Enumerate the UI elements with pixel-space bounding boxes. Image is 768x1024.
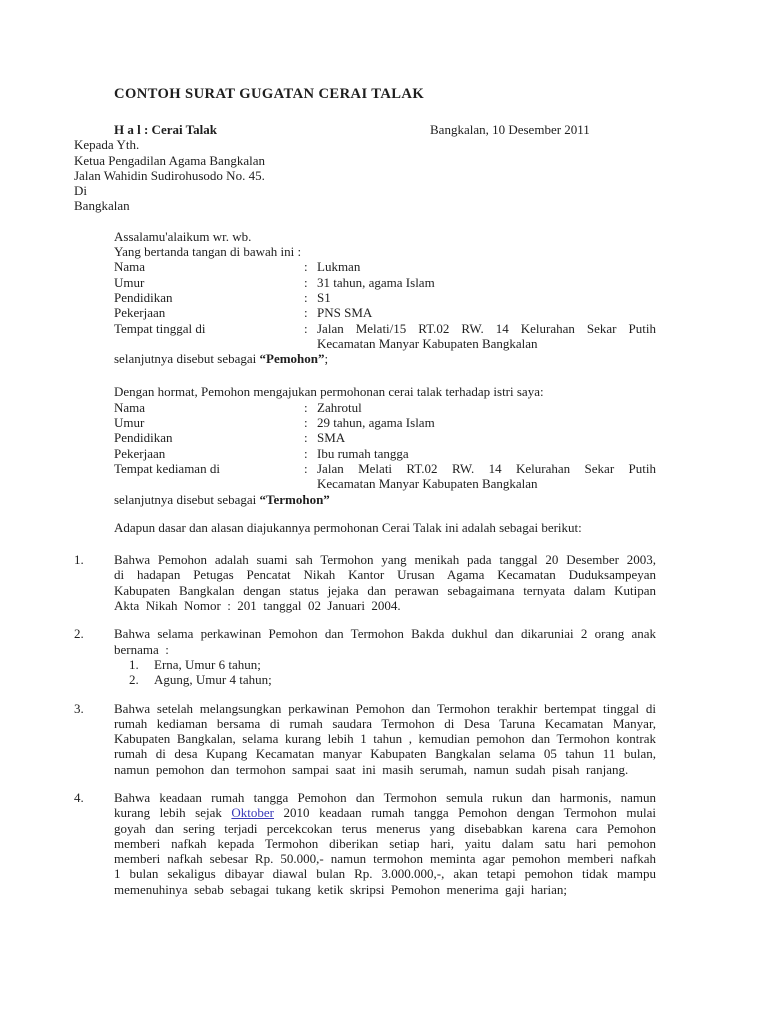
recipient-line: Bangkalan xyxy=(74,198,130,214)
recipient-line: Ketua Pengadilan Agama Bangkalan xyxy=(74,152,265,168)
list-item-text xyxy=(114,790,656,897)
info-row-label: Umur xyxy=(114,415,145,431)
list-item-text-post: 2010 keadaan rumah tangga Pemohon dengan Termohon mulai goyah dan sering terjadi percekcokan terus menerus yang disebabkan karena cara Pemohon memberi nafkah kepada Termohon diberikan setiap hari, yaitu dalam satu hari pemohon memberi nafkah sebesar Rp. 50.000,- namun termohon meminta agar pemohon memberi nafkah 1 bulan sekaligus dibayar diawal bulan Rp. 3.000.000,-, akan tetapi pemohon tidak mampu memenuhinya sebab sebagai tukang ketik skripsi Pemohon menerima gaji harian; xyxy=(114,805,656,897)
info-row xyxy=(114,305,656,320)
list-item xyxy=(74,626,656,687)
info-row-label: Nama xyxy=(114,259,146,275)
info-row xyxy=(114,446,656,461)
info-row-colon: : xyxy=(304,320,308,336)
info-row xyxy=(114,290,656,305)
info-row-label: Tempat kediaman di xyxy=(114,460,220,476)
info-row xyxy=(114,430,656,445)
grounds-intro: Adapun dasar dan alasan diajukannya permohonan Cerai Talak ini adalah sebagai berikut: xyxy=(114,519,582,535)
info-row xyxy=(114,275,656,290)
child-list-item xyxy=(129,657,656,672)
info-row-value xyxy=(317,321,656,352)
info-row-label: Pekerjaan xyxy=(114,305,166,321)
recipient-block xyxy=(74,137,656,213)
info-row xyxy=(114,400,656,415)
list-item-number: 4. xyxy=(74,789,84,805)
info-row-label: Tempat tinggal di xyxy=(114,320,206,336)
oktober-link[interactable]: Oktober xyxy=(231,805,275,821)
info-row xyxy=(114,259,656,274)
list-item-body xyxy=(114,626,656,687)
grounds-list xyxy=(74,552,656,897)
info-row-label: Pekerjaan xyxy=(114,445,166,461)
recipient-line: Jalan Wahidin Sudirohusodo No. 45. xyxy=(74,167,265,183)
list-item-text: Bahwa setelah melangsungkan perkawinan Pemohon dan Termohon terakhir bertempat tinggal di rumah kediaman bersama di rumah saudara Termohon di Desa Taruna Kecamatan Manyar, Kabupaten Bangkalan, selama kurang lebih 1 tahun , kemudian pemohon dan Termohon kontrak rumah di desa Kupang Kecamatan manyar Kabupaten Bangkalan selama 05 tahun 11 bulan, namun pemohon dan termohon sampai saat ini masih serumah, namun sudah pisah ranjang. xyxy=(114,700,656,777)
info-row-colon: : xyxy=(304,289,308,305)
salutation: Assalamu'alaikum wr. wb. xyxy=(114,228,252,244)
child-item-number: 1. xyxy=(129,656,139,672)
list-item-text: Bahwa Pemohon adalah suami sah Termohon yang menikah pada tanggal 20 Desember 2003, di hadapan Petugas Pencatat Nikah Kantor Urusan Agama Kecamatan Duduksampeyan Kabupaten Bangkalan dengan status jejaka dan perawan sebagaimana ternyata dalam Kutipan Akta Nikah Nomor : 201 tanggal 02 Januari 2004. xyxy=(114,552,656,614)
info-row xyxy=(114,415,656,430)
address-line: Jalan Melati/15 RT.02 RW. 14 Kelurahan Sekar Putih xyxy=(317,320,656,336)
info-row-label: Pendidikan xyxy=(114,289,173,305)
list-item-text-pre: Bahwa keadaan rumah tangga Pemohon dan Termohon semula rukun dan harmonis, namun kurang lebih sejak xyxy=(114,789,656,821)
info-row-value: 31 tahun, agama Islam xyxy=(317,274,435,290)
info-row-value: Lukman xyxy=(317,259,361,275)
alias-prefix: selanjutnya disebut sebagai xyxy=(114,491,260,507)
info-row-colon: : xyxy=(304,305,308,321)
child-item-text: Agung, Umur 4 tahun; xyxy=(154,672,272,688)
alias-suffix: ; xyxy=(324,351,329,367)
respondent-info xyxy=(74,400,656,492)
info-row-colon: : xyxy=(304,430,308,446)
info-row-colon: : xyxy=(304,415,308,431)
recipient-line: Di xyxy=(74,183,87,199)
list-item-number: 3. xyxy=(74,700,84,716)
info-row xyxy=(114,321,656,352)
respondent-alias-line xyxy=(114,492,656,507)
child-item-text: Erna, Umur 6 tahun; xyxy=(154,656,261,672)
list-item xyxy=(74,552,656,613)
opening-line: Yang bertanda tangan di bawah ini : xyxy=(114,244,302,260)
list-item-number: 1. xyxy=(74,552,84,568)
info-row-colon: : xyxy=(304,445,308,461)
city-date: Bangkalan, 10 Desember 2011 xyxy=(430,122,590,137)
list-item-number: 2. xyxy=(74,626,84,642)
petitioner-alias-line xyxy=(114,351,656,366)
info-row-value: S1 xyxy=(317,289,331,305)
petitioner-alias: “Pemohon” xyxy=(259,351,325,367)
list-item xyxy=(74,701,656,777)
address-line: Kecamatan Manyar Kabupaten Bangkalan xyxy=(317,335,538,351)
info-row-value: Zahrotul xyxy=(317,399,362,415)
subject-row xyxy=(74,122,656,137)
children-list xyxy=(129,657,656,688)
respondent-intro: Dengan hormat, Pemohon mengajukan permohonan cerai talak terhadap istri saya: xyxy=(114,384,544,400)
list-item-text: Bahwa selama perkawinan Pemohon dan Termohon Bakda dukhul dan dikaruniai 2 orang anak bernama : xyxy=(114,626,656,657)
child-list-item xyxy=(129,672,656,687)
address-line: Kecamatan Manyar Kabupaten Bangkalan xyxy=(317,476,538,492)
recipient-line: Kepada Yth. xyxy=(74,137,140,153)
info-row-colon: : xyxy=(304,399,308,415)
info-row-label: Umur xyxy=(114,274,145,290)
info-row-colon: : xyxy=(304,460,308,476)
info-row-value: SMA xyxy=(317,430,346,446)
info-row-colon: : xyxy=(304,274,308,290)
info-row-value xyxy=(317,461,656,492)
list-item xyxy=(74,790,656,897)
info-row xyxy=(114,461,656,492)
letter-content xyxy=(74,85,656,897)
info-row-label: Nama xyxy=(114,399,146,415)
respondent-alias: “Termohon” xyxy=(259,491,330,507)
child-item-number: 2. xyxy=(129,672,139,688)
info-row-value: PNS SMA xyxy=(317,305,373,321)
subject-label: H a l : Cerai Talak xyxy=(114,122,217,137)
letter-title: CONTOH SURAT GUGATAN CERAI TALAK xyxy=(114,86,425,102)
info-row-value: 29 tahun, agama Islam xyxy=(317,415,435,431)
petitioner-info xyxy=(74,259,656,351)
alias-prefix: selanjutnya disebut sebagai xyxy=(114,351,260,367)
info-row-colon: : xyxy=(304,259,308,275)
address-line: Jalan Melati RT.02 RW. 14 Kelurahan Sekar Putih xyxy=(317,460,656,476)
info-row-label: Pendidikan xyxy=(114,430,173,446)
info-row-value: Ibu rumah tangga xyxy=(317,445,409,461)
